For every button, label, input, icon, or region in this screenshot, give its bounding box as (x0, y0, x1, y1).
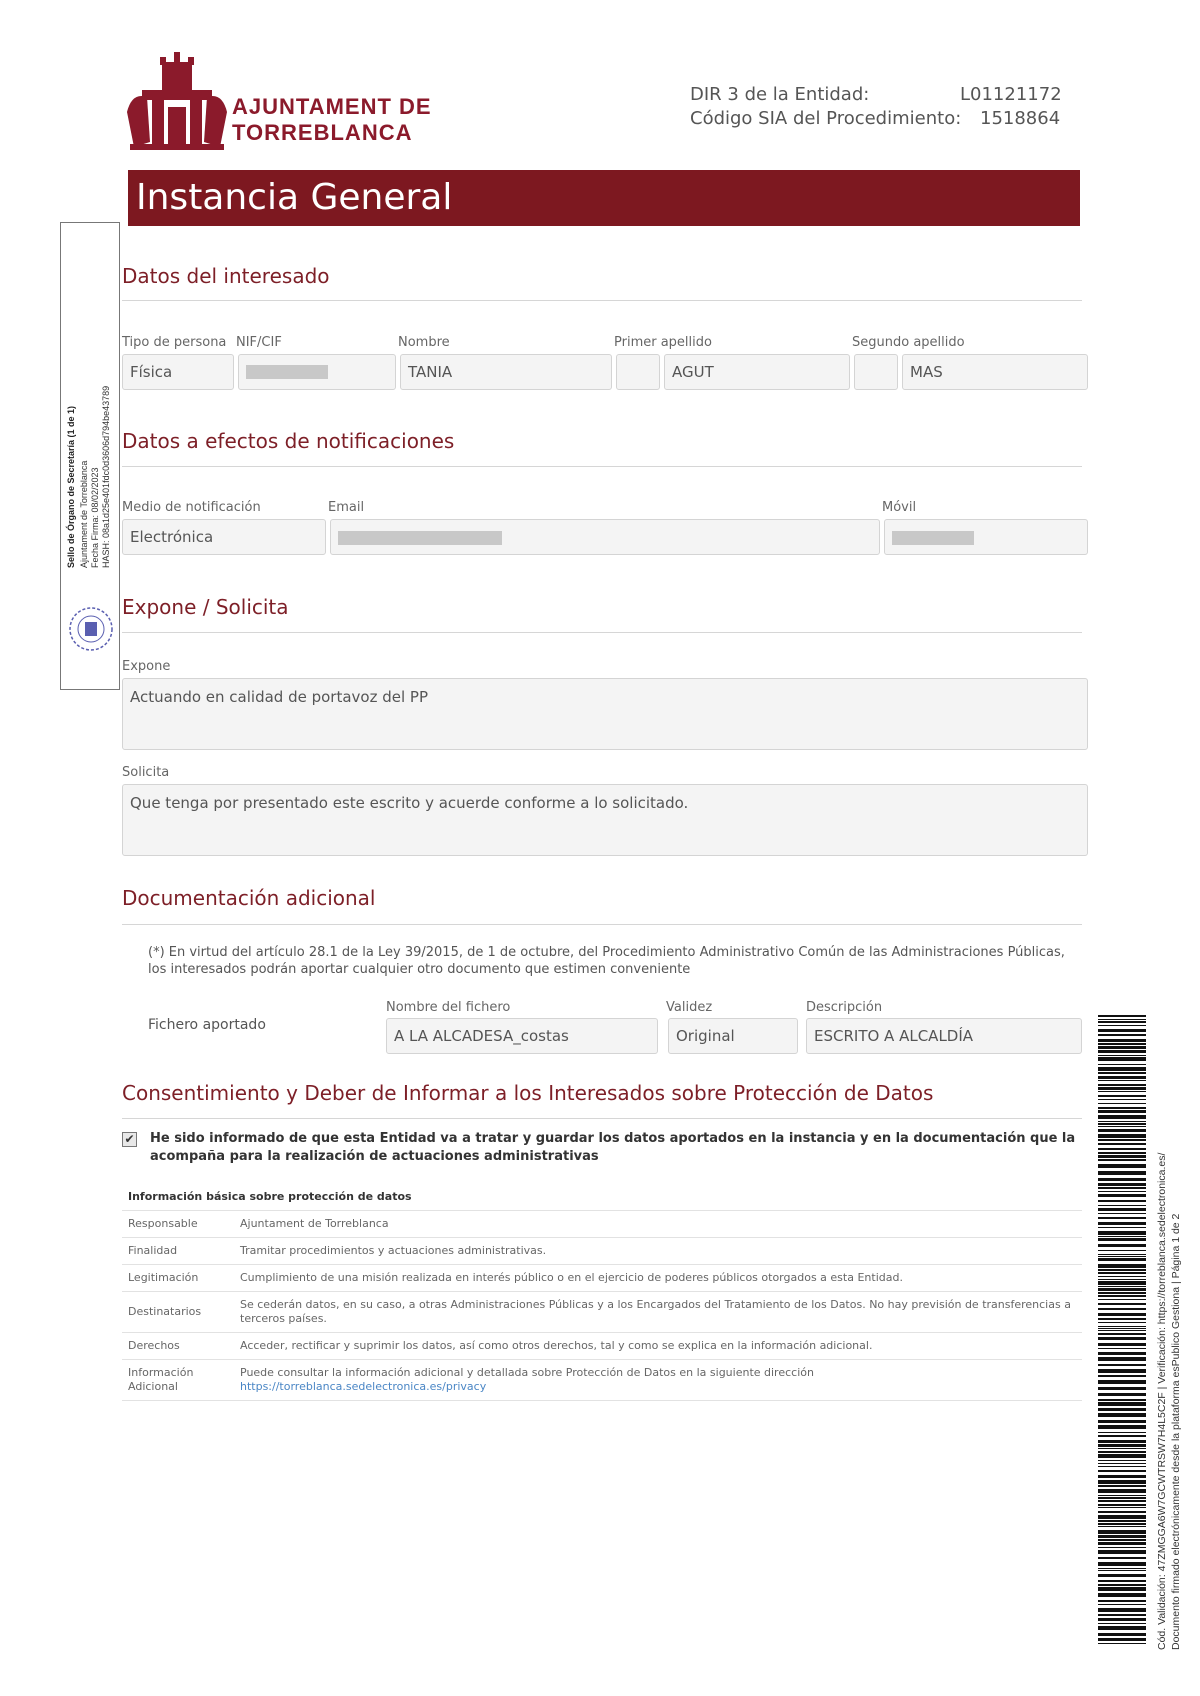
barcode-bar (1098, 1250, 1146, 1251)
barcode-bar (1098, 1121, 1146, 1122)
section-title-proteccion: Consentimiento y Deber de Informar a los Interesados sobre Protección de Datos (122, 1081, 934, 1105)
barcode-bar (1098, 1217, 1146, 1219)
logo-line2: TORREBLANCA (232, 120, 413, 145)
barcode-bar (1098, 1623, 1146, 1624)
barcode-bar (1098, 1019, 1146, 1020)
privacy-link[interactable]: https://torreblanca.sedelectronica.es/privacy (240, 1380, 487, 1393)
label-nif: NIF/CIF (236, 335, 282, 350)
barcode-bar (1098, 1626, 1146, 1630)
barcode-bar (1098, 1095, 1146, 1097)
barcode-bar (1098, 1337, 1146, 1340)
barcode-bar (1098, 1322, 1146, 1323)
barcode-bar (1098, 1454, 1146, 1458)
barcode-bar (1098, 1375, 1146, 1377)
section-title-notificaciones: Datos a efectos de notificaciones (122, 429, 455, 453)
movil-field[interactable] (884, 519, 1088, 555)
barcode-bar (1098, 1574, 1146, 1577)
barcode-bar (1098, 1084, 1146, 1086)
barcode-bar (1098, 1115, 1146, 1119)
barcode-bar (1098, 1542, 1146, 1545)
barcode-bar (1098, 1039, 1146, 1042)
documentacion-note: (*) En virtud del artículo 28.1 de la Ley 39/2015, de 1 de octubre, del Procedimiento Administrativo Común de las Administraciones Públicas, los interesados podrán aportar cualquier otro documento que estimen conveniente (148, 945, 1065, 977)
label-movil: Móvil (882, 500, 917, 515)
barcode-bar (1098, 1205, 1146, 1206)
barcode-bar (1098, 1435, 1146, 1437)
redacted-block (246, 365, 328, 379)
barcode-bar (1098, 1164, 1146, 1168)
barcode-bar (1098, 1292, 1146, 1294)
barcode-bar (1098, 1238, 1146, 1241)
barcode-bar (1098, 1067, 1146, 1071)
barcode-bar (1098, 1444, 1146, 1447)
barcode-bar (1098, 1643, 1146, 1644)
barcode-bar (1098, 1143, 1146, 1145)
row-value: Acceder, rectificar y suprimir los datos, así como otros derechos, tal y como se explica en la información adicional. (234, 1333, 1082, 1360)
barcode-bar (1098, 1264, 1146, 1268)
barcode-bar (1098, 1288, 1146, 1291)
barcode-bar (1098, 1507, 1146, 1508)
nombre-field[interactable]: TANIA (400, 354, 612, 390)
barcode-bar (1098, 1295, 1146, 1297)
barcode-bar (1098, 1633, 1146, 1636)
stamp-line2: Ajuntament de Torreblanca (79, 460, 89, 568)
divider (122, 632, 1082, 633)
label-medio: Medio de notificación (122, 500, 261, 515)
barcode-bar (1098, 1046, 1146, 1049)
barcode-bar (1098, 1608, 1146, 1612)
barcode-bar (1098, 1440, 1146, 1443)
primer-apellido-prefix-field[interactable] (616, 354, 660, 390)
row-value (234, 1360, 1082, 1401)
barcode-bar (1098, 1276, 1146, 1277)
barcode-bar (1098, 1520, 1146, 1522)
barcode-bar (1098, 1463, 1146, 1464)
barcode-bar (1098, 1387, 1146, 1390)
row-key: Destinatarios (122, 1292, 234, 1333)
barcode-bar (1098, 1208, 1146, 1211)
label-descripcion: Descripción (806, 1000, 883, 1015)
descripcion-field[interactable]: ESCRITO A ALCALDÍA (806, 1018, 1082, 1054)
barcode-bar (1098, 1526, 1146, 1527)
barcode-bar (1098, 1191, 1146, 1192)
barcode-bar (1098, 1357, 1146, 1361)
barcode-bar (1098, 1050, 1146, 1053)
sia-label: Código SIA del Procedimiento: (690, 108, 962, 129)
barcode-bar (1098, 1015, 1146, 1017)
barcode-bar (1098, 1308, 1146, 1310)
fichero-aportado-label: Fichero aportado (148, 1017, 266, 1033)
expone-textarea[interactable]: Actuando en calidad de portavoz del PP (122, 678, 1088, 750)
barcode-bar (1098, 1029, 1146, 1032)
barcode-bar (1098, 1057, 1146, 1061)
label-email: Email (328, 500, 365, 515)
barcode-bar (1098, 1618, 1146, 1621)
logo (122, 52, 232, 152)
barcode-bar (1098, 1258, 1146, 1261)
barcode-bar (1098, 1393, 1146, 1396)
label-validez: Validez (666, 1000, 713, 1015)
barcode-bar (1098, 1126, 1146, 1127)
barcode-bar (1098, 1550, 1146, 1554)
barcode-bar (1098, 1604, 1146, 1605)
barcode-bar (1098, 1348, 1146, 1349)
data-protection-table (122, 1211, 1082, 1401)
barcode-bar (1098, 1638, 1146, 1641)
barcode-bar (1098, 1025, 1146, 1026)
barcode-bar (1098, 1451, 1146, 1453)
table-row (122, 1265, 1082, 1292)
row-key: Información Adicional (122, 1360, 234, 1401)
barcode-bar (1098, 1570, 1146, 1571)
fichero-nombre-field[interactable]: A LA ALCADESA_costas (386, 1018, 658, 1054)
barcode-bar (1098, 1286, 1146, 1287)
label-fichero-nombre: Nombre del fichero (386, 1000, 511, 1015)
barcode-bar (1098, 1402, 1146, 1406)
barcode-bar (1098, 1194, 1146, 1197)
row-key: Responsable (122, 1211, 234, 1238)
barcode-bar (1098, 1432, 1146, 1433)
segundo-apellido-prefix-field[interactable] (854, 354, 898, 390)
barcode-bar (1098, 1475, 1146, 1478)
barcode-bar (1098, 1171, 1146, 1175)
barcode-bar (1098, 1539, 1146, 1541)
barcode-bar (1098, 1557, 1146, 1559)
barcode-bar (1098, 1330, 1146, 1331)
barcode-bar (1098, 1303, 1146, 1305)
medio-field[interactable]: Electrónica (122, 519, 326, 555)
barcode-bar (1098, 1600, 1146, 1602)
row-key: Finalidad (122, 1238, 234, 1265)
barcode-bar (1098, 1460, 1146, 1461)
barcode-bar (1098, 1178, 1146, 1181)
row-value: Tramitar procedimientos y actuaciones administrativas. (234, 1238, 1082, 1265)
barcode-bar (1098, 1530, 1146, 1534)
table-row (122, 1292, 1082, 1333)
primer-apellido-field[interactable]: AGUT (664, 354, 850, 390)
barcode-bar (1098, 1103, 1146, 1104)
page-title: Instancia General (128, 170, 1080, 226)
barcode-bar (1098, 1244, 1146, 1247)
barcode-bar (1098, 1380, 1146, 1384)
pd-table-heading: Información básica sobre protección de datos (128, 1190, 412, 1203)
barcode-bar (1098, 1420, 1146, 1423)
barcode-bar (1098, 1504, 1146, 1506)
barcode-bar (1098, 1087, 1146, 1090)
section-title-expone: Expone / Solicita (122, 595, 289, 619)
redacted-block (338, 531, 502, 545)
barcode-bar (1098, 1080, 1146, 1081)
barcode-bar (1098, 1328, 1146, 1329)
barcode-bar (1098, 1281, 1146, 1285)
barcode-bar (1098, 1021, 1146, 1023)
row-value: Cumplimiento de una misión realizada en interés público o en el ejercicio de poderes públicos otorgados a esta Entidad. (234, 1265, 1082, 1292)
table-row (122, 1360, 1082, 1401)
barcode-bar (1098, 1076, 1146, 1079)
row-key: Derechos (122, 1333, 234, 1360)
barcode-bar (1098, 1333, 1146, 1335)
barcode-bar (1098, 1515, 1146, 1519)
redacted-block (892, 531, 974, 545)
barcode-bar (1098, 1183, 1146, 1186)
email-field[interactable] (330, 519, 880, 555)
barcode-bar (1098, 1034, 1146, 1036)
row-value-text: Puede consultar la información adicional y detallada sobre Protección de Datos en la siguiente dirección (240, 1366, 814, 1379)
barcode-bar (1098, 1279, 1146, 1280)
stamp-line4: HASH: 08a1d25e401fdc0d3606d794be43789 (101, 385, 111, 568)
table-row (122, 1238, 1082, 1265)
barcode (1098, 1015, 1146, 1647)
dir3-label: DIR 3 de la Entidad: (690, 84, 870, 105)
barcode-bar (1098, 1535, 1146, 1538)
divider (122, 466, 1082, 467)
barcode-bar (1098, 1313, 1146, 1316)
barcode-bar (1098, 1213, 1146, 1214)
barcode-bar (1098, 1485, 1146, 1487)
barcode-bar (1098, 1399, 1146, 1401)
barcode-bar (1098, 1587, 1146, 1591)
barcode-bar (1098, 1326, 1146, 1327)
divider (122, 924, 1082, 925)
secretaria-stamp (60, 222, 120, 690)
consent-checkbox[interactable]: ✔ (122, 1132, 137, 1147)
stamp-line3: Fecha Firma: 08/02/2023 (90, 467, 100, 568)
barcode-bar (1098, 1489, 1146, 1493)
barcode-bar (1098, 1222, 1146, 1225)
solicita-textarea[interactable]: Que tenga por presentado este escrito y acuerde conforme a lo solicitado. (122, 784, 1088, 856)
barcode-bar (1098, 1123, 1146, 1125)
barcode-bar (1098, 1139, 1146, 1141)
barcode-bar (1098, 1110, 1146, 1113)
label-primer-apellido: Primer apellido (614, 335, 712, 350)
barcode-bar (1098, 1614, 1146, 1616)
barcode-bar (1098, 1231, 1146, 1235)
barcode-bar (1098, 1148, 1146, 1150)
barcode-bar (1098, 1187, 1146, 1189)
barcode-bar (1098, 1064, 1146, 1065)
barcode-bar (1098, 1299, 1146, 1300)
barcode-bar (1098, 1254, 1146, 1255)
divider (122, 300, 1082, 301)
row-value: Se cederán datos, en su caso, a otras Administraciones Públicas y a los Encargados del Tratamiento de los Datos. No hay previsión de transferencias a terceros países. (234, 1292, 1082, 1333)
barcode-bar (1098, 1369, 1146, 1373)
barcode-bar (1098, 1470, 1146, 1472)
barcode-bar (1098, 1152, 1146, 1154)
label-nombre: Nombre (398, 335, 450, 350)
barcode-bar (1098, 1562, 1146, 1566)
nif-field[interactable] (238, 354, 396, 390)
validez-field[interactable]: Original (668, 1018, 798, 1054)
barcode-bar (1098, 1408, 1146, 1411)
sia-value: 1518864 (980, 108, 1061, 129)
logo-line1: AJUNTAMENT DE (232, 94, 432, 119)
barcode-bar (1098, 1159, 1146, 1161)
barcode-bar (1098, 1523, 1146, 1525)
barcode-bar (1098, 1580, 1146, 1582)
barcode-bar (1098, 1256, 1146, 1257)
table-row (122, 1333, 1082, 1360)
label-solicita: Solicita (122, 765, 170, 780)
barcode-bar (1098, 1364, 1146, 1366)
barcode-bar (1098, 1425, 1146, 1429)
barcode-bar (1098, 1568, 1146, 1569)
barcode-bar (1098, 1200, 1146, 1202)
dir3-value: L01121172 (960, 84, 1062, 105)
barcode-bar (1098, 1500, 1146, 1502)
barcode-bar (1098, 1107, 1146, 1109)
barcode-bar (1098, 1495, 1146, 1496)
divider (122, 1118, 1082, 1119)
barcode-bar (1098, 1236, 1146, 1237)
barcode-bar (1098, 1091, 1146, 1092)
seal-icon (67, 605, 115, 653)
section-title-documentacion: Documentación adicional (122, 886, 376, 910)
barcode-bar (1098, 1099, 1146, 1100)
verification-line1: Cód. Validación: 47ZMGGA6W7GCWTRSW7H4L5C2F | Verificación: https://torreblanca.sedelectronica.es/ (1156, 1152, 1168, 1650)
barcode-bar (1098, 1134, 1146, 1138)
barcode-bar (1098, 1129, 1146, 1132)
label-expone: Expone (122, 659, 171, 674)
barcode-bar (1098, 1497, 1146, 1499)
row-key: Legitimación (122, 1265, 234, 1292)
barcode-bar (1098, 1055, 1146, 1056)
barcode-bar (1098, 1448, 1146, 1449)
segundo-apellido-field[interactable]: MAS (902, 354, 1088, 390)
table-row (122, 1211, 1082, 1238)
barcode-bar (1098, 1227, 1146, 1228)
barcode-bar (1098, 1584, 1146, 1586)
barcode-bar (1098, 1593, 1146, 1597)
barcode-bar (1098, 1272, 1146, 1274)
barcode-bar (1098, 1547, 1146, 1548)
barcode-bar (1098, 1343, 1146, 1346)
barcode-bar (1098, 1072, 1146, 1074)
coat-of-arms-icon (122, 52, 232, 152)
barcode-bar (1098, 1155, 1146, 1158)
section-title-interesado: Datos del interesado (122, 264, 330, 288)
barcode-bar (1098, 1352, 1146, 1355)
barcode-bar (1098, 1511, 1146, 1513)
verification-line2: Documento firmado electrónicamente desde la plataforma esPublico Gestiona | Página 1 de 2 (1170, 1213, 1182, 1650)
barcode-bar (1098, 1269, 1146, 1271)
stamp-line1: Sello de Órgano de Secretaría (1 de 1) (66, 405, 76, 568)
tipo-persona-field[interactable]: Física (122, 354, 234, 390)
consent-text: He sido informado de que esta Entidad va a tratar y guardar los datos aportados en la instancia y en la documentación que la acompaña para la realización de actuaciones administrativas (150, 1131, 1076, 1164)
barcode-bar (1098, 1318, 1146, 1320)
barcode-bar (1098, 1480, 1146, 1484)
label-segundo-apellido: Segundo apellido (852, 335, 965, 350)
row-value: Ajuntament de Torreblanca (234, 1211, 1082, 1238)
barcode-bar (1098, 1043, 1146, 1045)
label-tipo-persona: Tipo de persona (122, 335, 227, 350)
barcode-bar (1098, 1466, 1146, 1467)
barcode-bar (1098, 1413, 1146, 1417)
